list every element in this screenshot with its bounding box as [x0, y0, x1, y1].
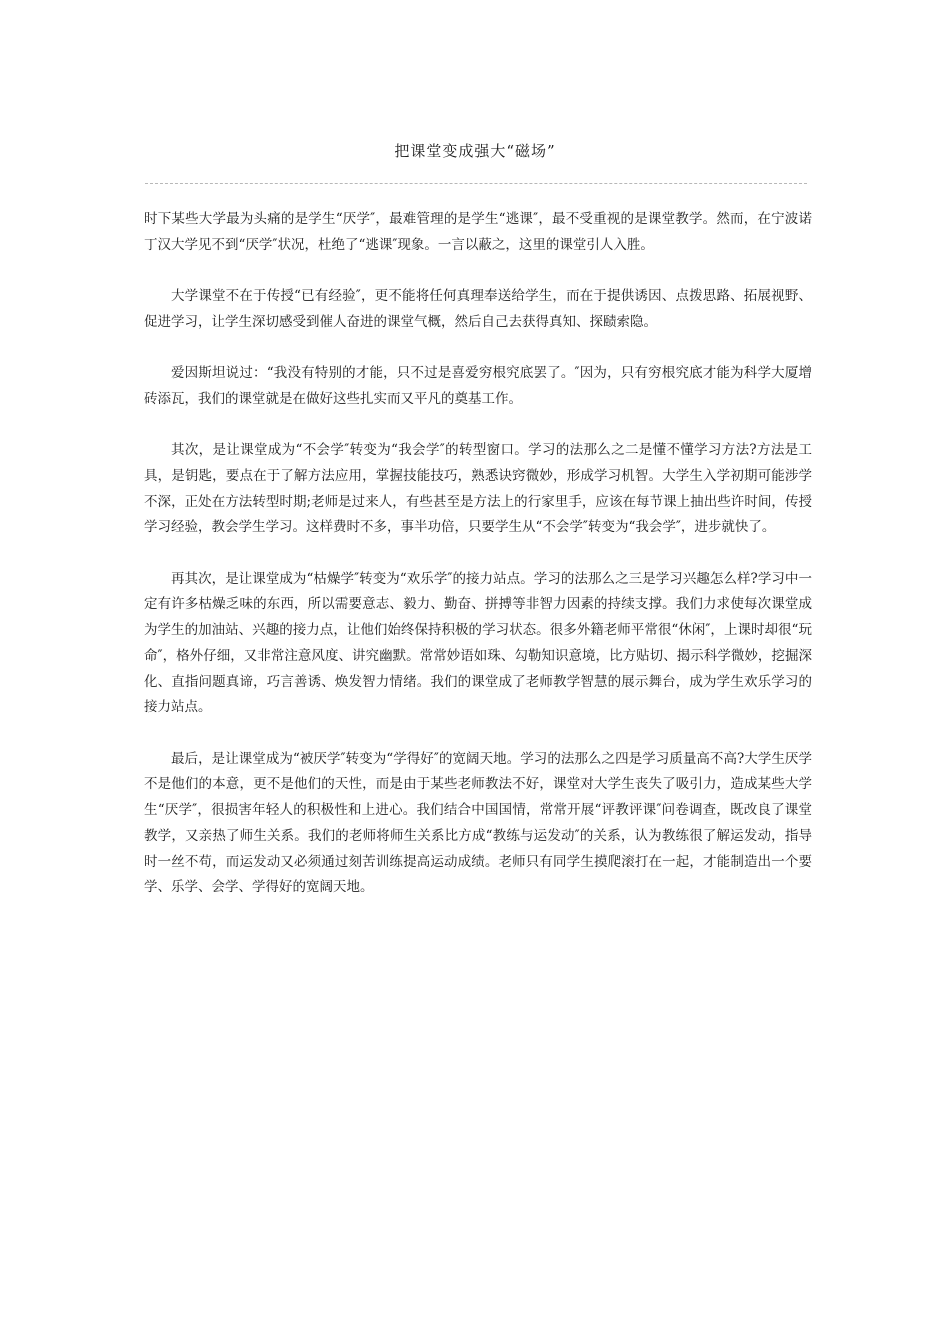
paragraph-learning-quality: 最后，是让课堂成为“被厌学″转变为“学得好″的宽阔天地。学习的法那么之四是学习质量高不高?大学生厌学不是他们的本意，更不是他们的天性，而是由于某些老师教法不好，课堂对大学生丧失了吸引力，造成某些大学生“厌学″，很损害年轻人的积极性和上进心。我们结合中国国情，常常开展“评教评课″问卷调查，既改良了课堂教学，又亲热了师生关系。我们的老师将师生关系比方成“教练与运发动″的关系，认为教练很了解运发动，指导时一丝不苟，而运发动又必须通过刻苦训练提高运动成绩。老师只有同学生摸爬滚打在一起，才能制造出一个要学、乐学、会学、学得好的宽阔天地。	[144, 750, 812, 896]
paragraph-learning-method: 其次，是让课堂成为“不会学″转变为“我会学″的转型窗口。学习的法那么之二是懂不懂学习方法?方法是工具，是钥匙，要点在于了解方法应用，掌握技能技巧，熟悉诀窍微妙，形成学习机智。大学生入学初期可能涉学不深，正处在方法转型时期;老师是过来人，有些甚至是方法上的行家里手，应该在每节课上抽出些许时间，传授学习经验，教会学生学习。这样费时不多，事半功倍，只要学生从“不会学″转变为“我会学″，进步就快了。	[144, 442, 812, 536]
paragraph-classroom-purpose: 大学课堂不在于传授“已有经验″，更不能将任何真理奉送给学生，而在于提供诱因、点拨思路、拓展视野、促进学习，让学生深切感受到催人奋进的课堂气概，然后自己去获得真知、探赜索隐。	[144, 288, 812, 330]
paragraph-intro: 时下某些大学最为头痛的是学生“厌学″，最难管理的是学生“逃课″，最不受重视的是课堂教学。然而，在宁波诺丁汉大学见不到“厌学″状况，杜绝了“逃课″现象。一言以蔽之，这里的课堂引人入胜。	[144, 211, 812, 253]
document-title: 把课堂变成强大“磁场”	[394, 142, 556, 160]
paragraph-einstein-quote: 爱因斯坦说过：“我没有特别的才能，只不过是喜爱穷根究底罢了。″因为，只有穷根究底才能为科学大厦增砖添瓦，我们的课堂就是在做好这些扎实而又平凡的奠基工作。	[144, 365, 812, 407]
paragraph-learning-interest: 再其次，是让课堂成为“枯燥学″转变为“欢乐学″的接力站点。学习的法那么之三是学习兴趣怎么样?学习中一定有许多枯燥乏味的东西，所以需要意志、毅力、勤奋、拼搏等非智力因素的持续支撑。我们力求使每次课堂成为学生的加油站、兴趣的接力点，让他们始终保持积极的学习状态。很多外籍老师平常很“休闲″，上课时却很“玩命″，格外仔细，又非常注意风度、讲究幽默。常常妙语如珠、勾勒知识意境，比方贴切、揭示科学微妙，挖掘深化、直指问题真谛，巧言善诱、焕发智力情绪。我们的课堂成了老师教学智慧的展示舞台，成为学生欢乐学习的接力站点。	[144, 570, 812, 716]
title-divider	[145, 183, 807, 184]
document-body	[144, 207, 812, 927]
